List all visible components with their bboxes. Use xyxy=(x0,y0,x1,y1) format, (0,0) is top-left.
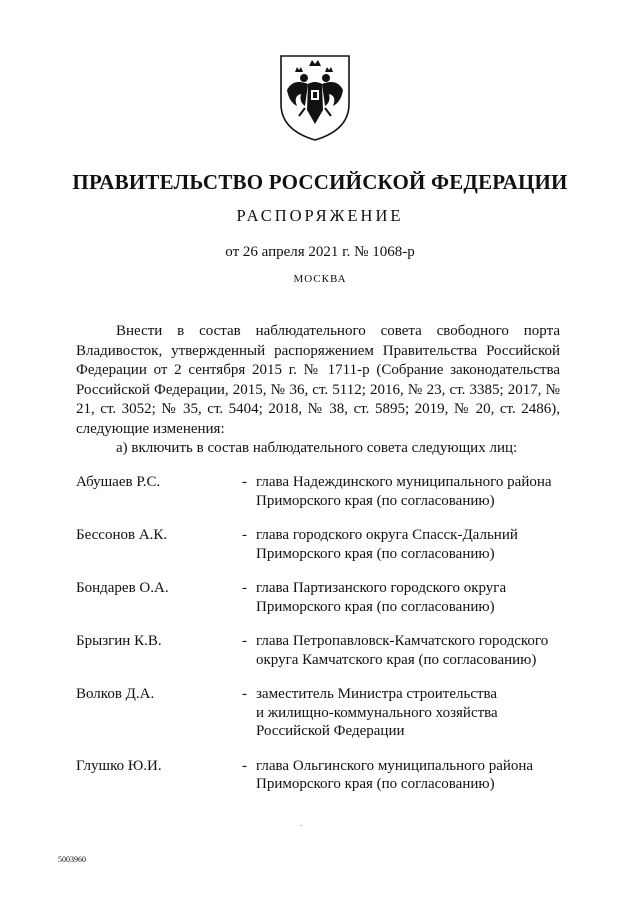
dash: - xyxy=(242,474,247,490)
member-role xyxy=(256,579,576,616)
role-line: Российской Федерации xyxy=(256,723,405,739)
list-item xyxy=(76,473,576,510)
member-role xyxy=(256,685,576,741)
member-name: Бессонов А.К. xyxy=(76,527,168,543)
document-body xyxy=(76,322,560,459)
member-name: Абушаев Р.С. xyxy=(76,474,161,490)
role-line: глава Ольгинского муниципального района xyxy=(256,757,534,774)
role-line: глава Партизанского городского округа xyxy=(256,580,507,596)
role-line: округа Камчатского края (по согласованию) xyxy=(256,651,537,668)
dash: - xyxy=(242,757,247,774)
sub-paragraph: а) включить в состав наблюдательного совета следующих лиц: xyxy=(116,440,518,456)
doc-type: РАСПОРЯЖЕНИЕ xyxy=(236,206,404,225)
scan-mark xyxy=(300,825,302,826)
dash: - xyxy=(242,633,247,649)
list-item xyxy=(76,685,576,741)
member-name: Бондарев О.А. xyxy=(76,580,169,596)
role-line: глава городского округа Спасск-Дальний xyxy=(256,527,518,543)
russian-coat-of-arms-icon xyxy=(277,52,353,142)
doc-place: МОСКВА xyxy=(293,273,347,285)
role-line: заместитель Министра строительства xyxy=(256,686,498,702)
dash: - xyxy=(242,580,247,596)
role-line: глава Надеждинского муниципального района xyxy=(256,474,552,490)
role-line: Приморского края (по согласованию) xyxy=(256,492,495,509)
role-line: Приморского края (по согласованию) xyxy=(256,598,495,615)
list-item xyxy=(76,757,576,794)
member-role xyxy=(256,632,576,669)
role-line: Приморского края (по согласованию) xyxy=(256,545,495,562)
role-line: глава Петропавловск-Камчатского городского xyxy=(256,633,549,649)
member-name: Глушко Ю.И. xyxy=(76,757,162,774)
member-role xyxy=(256,526,576,563)
org-title: ПРАВИТЕЛЬСТВО РОССИЙСКОЙ ФЕДЕРАЦИИ xyxy=(72,170,568,194)
member-role xyxy=(256,757,576,794)
main-paragraph: Внести в состав наблюдательного совета свободного порта Владивосток, утвержденный распоряжением Правительства Российской Федерации от 2 сентября 2015 г. № 1711-р (Собрание законодательства Российской Федерации, 2015, № 36, ст. 5112; 2016, № 23, ст. 3385; 2017, № 21, ст. 3052; № 35, ст. 5404; 2018, № 38, ст. 5895; 2019, № 20, ст. 2486), следующие изменения: xyxy=(76,323,560,437)
doc-date: от 26 апреля 2021 г. № 1068-р xyxy=(225,244,415,260)
member-name: Брызгин К.В. xyxy=(76,633,162,649)
dash: - xyxy=(242,527,247,543)
list-item xyxy=(76,526,576,563)
members-list xyxy=(76,473,576,810)
list-item xyxy=(76,632,576,669)
role-line: Приморского края (по согласованию) xyxy=(256,776,495,792)
page-code: 5003960 xyxy=(58,855,86,864)
dash: - xyxy=(242,686,247,702)
list-item xyxy=(76,579,576,616)
member-name: Волков Д.А. xyxy=(76,686,155,702)
role-line: и жилищно-коммунального хозяйства xyxy=(256,704,498,721)
member-role xyxy=(256,473,576,510)
